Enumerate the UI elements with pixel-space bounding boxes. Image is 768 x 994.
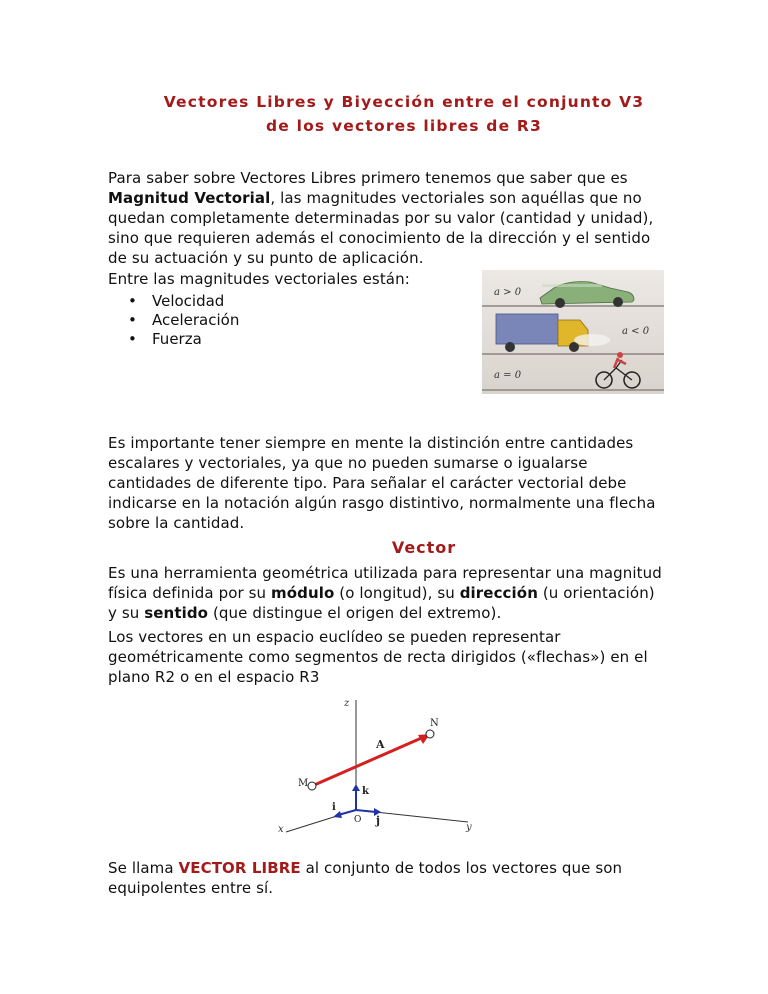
free-vector-text: Se llama — [108, 859, 179, 877]
label-a-negative: a < 0 — [622, 326, 650, 337]
intro-text-start: Para saber sobre Vectores Libres primero tenemos que saber que es — [108, 169, 628, 187]
label-a-positive: a > 0 — [494, 287, 522, 298]
label-A: A — [376, 738, 385, 751]
vector-magnitudes-list — [128, 292, 239, 349]
axis-label-x: x — [278, 824, 284, 835]
list-item: • Fuerza — [128, 330, 239, 349]
magnitud-vectorial-term: Magnitud Vectorial — [108, 189, 271, 207]
list-item: • Velocidad — [128, 292, 239, 311]
label-N: N — [430, 718, 439, 729]
sentido-term: sentido — [144, 604, 209, 622]
point-N — [426, 730, 434, 738]
unit-vector-j — [356, 810, 376, 812]
label-j: j — [376, 814, 380, 827]
list-intro: Entre las magnitudes vectoriales están: — [108, 270, 410, 288]
arrowhead-icon — [352, 784, 360, 791]
vector-axes-figure — [268, 690, 488, 838]
page-title-line-2: de los vectores libres de R3 — [265, 117, 543, 135]
axis-label-y: y — [466, 822, 472, 833]
axis-label-z: z — [344, 698, 350, 709]
label-k: k — [362, 786, 369, 797]
intro-text-end: , las magnitudes vectoriales son aquéllas que no quedan completamente determinadas por su valor (cantidad y unidad), sino que requieren además el conocimiento de la dirección y el sentido de su actuación y su punto de aplicación. — [108, 189, 654, 267]
motion-acceleration-figure — [482, 270, 664, 394]
vector-def-text: (u orientación) y su — [108, 584, 655, 622]
page-title-line-1: Vectores Libres y Biyección entre el conjunto V3 — [163, 93, 645, 111]
vector-def-text: (que distingue el origen del extremo). — [208, 604, 502, 622]
label-a-zero: a = 0 — [494, 370, 522, 381]
list-item: • Aceleración — [128, 311, 239, 330]
vector-definition — [108, 563, 668, 623]
intro-paragraph — [108, 168, 668, 268]
free-vector-paragraph — [108, 858, 668, 898]
vector-libre-term: VECTOR LIBRE — [178, 859, 301, 877]
vector-def-text: Es una herramienta geométrica utilizada para representar una magnitud física definida por su — [108, 564, 662, 602]
label-i: i — [332, 802, 336, 813]
section-heading-vector: Vector — [391, 538, 457, 557]
point-M — [308, 782, 316, 790]
distinction-paragraph: Es importante tener siempre en mente la distinción entre cantidades escalares y vectoriales, ya que no pueden sumarse o igualarse cantidades de diferente tipo. Para señalar el carácter vectorial debe indicarse en la notación algún rasgo distintivo, normalmente una flecha sobre la cantidad. — [108, 434, 656, 532]
modulo-term: módulo — [271, 584, 335, 602]
free-vector-text: al conjunto de todos los vectores que son equipolentes entre sí. — [108, 859, 623, 897]
euclidean-paragraph: Los vectores en un espacio euclídeo se pueden representar geométricamente como segmentos de recta dirigidos («flechas») en el plano R2 o en el espacio R3 — [108, 628, 648, 686]
vector-A — [312, 736, 426, 786]
label-origin: O — [354, 815, 362, 825]
direccion-term: dirección — [459, 584, 538, 602]
vector-def-text: (o longitud), su — [334, 584, 460, 602]
label-M: M — [298, 778, 309, 789]
